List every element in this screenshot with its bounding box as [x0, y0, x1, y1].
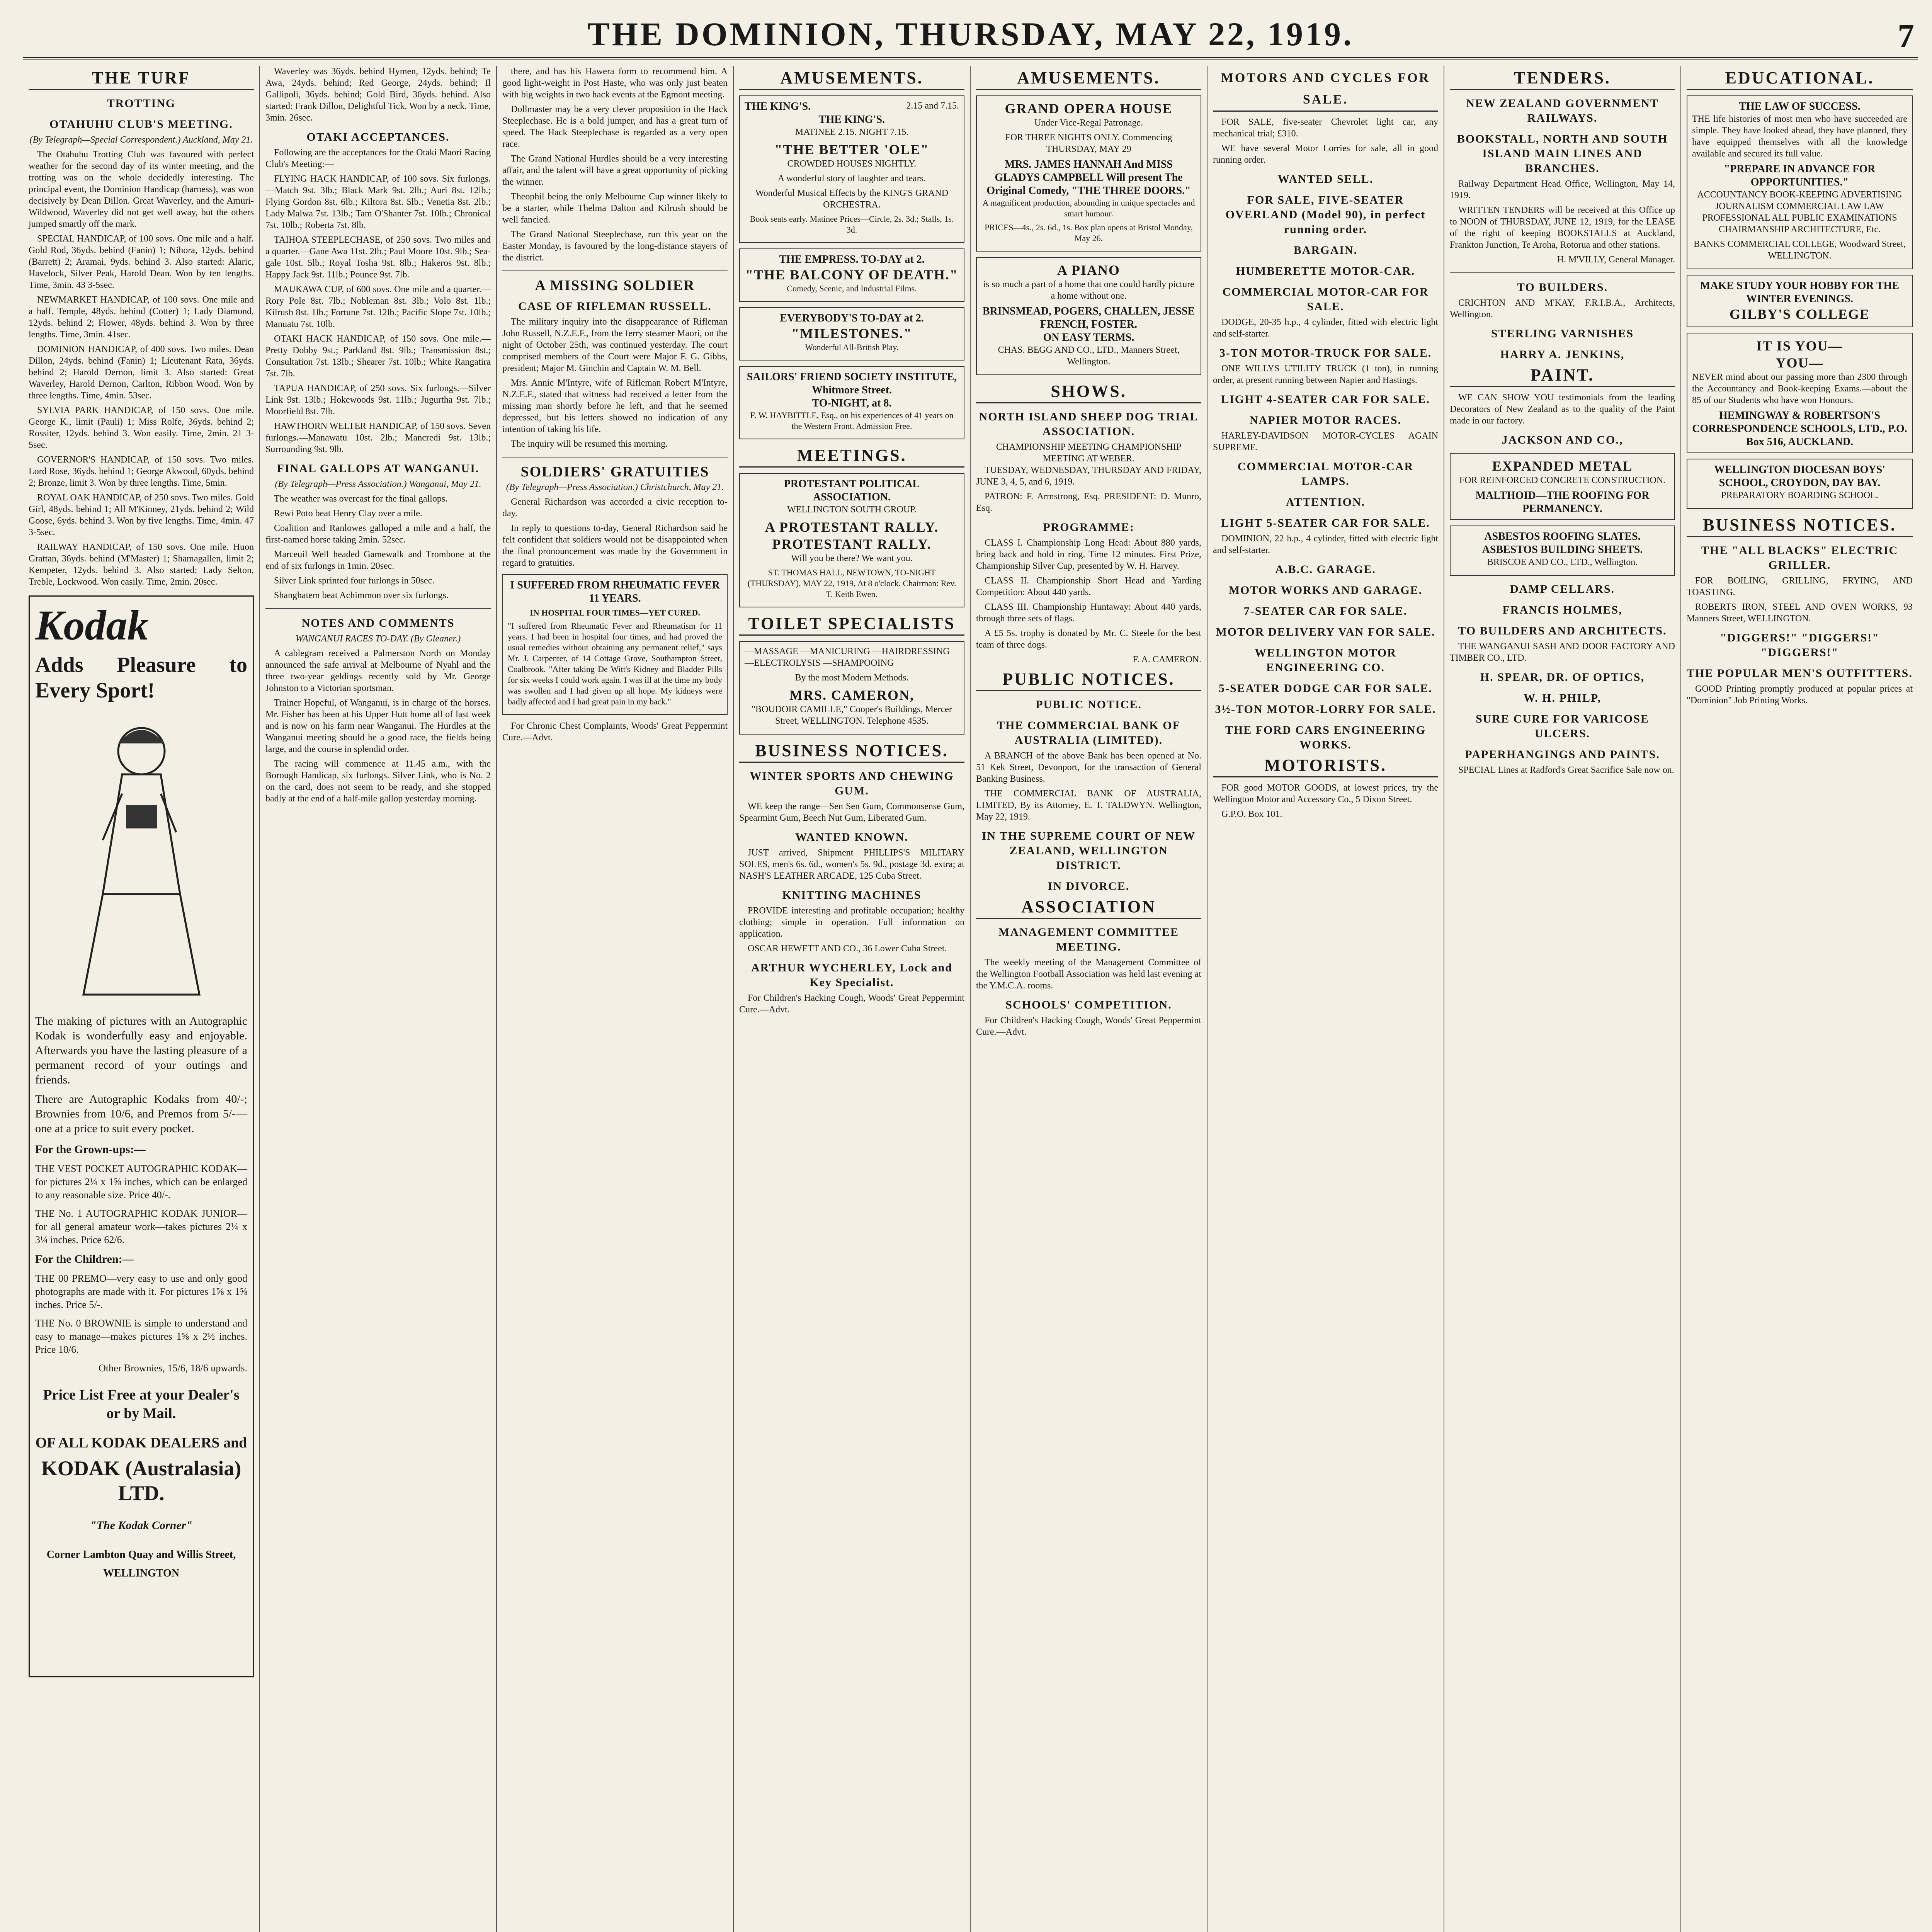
ad-line: NEVER mind about our passing more than 2300 through the Accountancy and Book-keeping Exams.—about the 85 of our Students who have won Honours.: [1692, 372, 1907, 405]
classified-heading: A.B.C. GARAGE.: [1275, 563, 1376, 576]
sailors-friend-ad: [739, 366, 964, 439]
kodak-address: Corner Lambton Quay and Willis Street, WELLINGTON: [46, 1549, 236, 1579]
classified-heading: WANTED SELL.: [1277, 173, 1374, 185]
ad-title: "DIGGERS!" "DIGGERS!" "DIGGERS!": [1720, 631, 1879, 659]
classified-heading: COMMERCIAL MOTOR-CAR FOR SALE.: [1222, 286, 1429, 313]
divider: [265, 608, 491, 609]
paragraph: The military inquiry into the disappearance of Rifleman John Russell, N.Z.E.F., from the ferry steamer Maori, on the night of October 25th, was continued yesterday. The court comprised members of the Court were Major F. G. Gibbs, president; Major M. Ginchin and Captain W. M. Bell.: [502, 317, 728, 373]
paragraph: OTAKI HACK HANDICAP, of 150 sovs. One mile.—Pretty Dobby 9st.; Parkland 8st. 9lb.; Transmission 8st.; Consultation 7st. 13lb.; Shearer 7st. 10lb.; White Rangatira 7st. 7lb.: [265, 334, 491, 379]
ad-line: Comedy, Scenic, and Industrial Films.: [787, 284, 917, 293]
ad-feature: MALTHOID—THE ROOFING FOR PERMANENCY.: [1475, 490, 1650, 515]
paragraph: The inquiry will be resumed this morning.: [511, 439, 668, 449]
ad-feature: HEMINGWAY & ROBERTSON'S CORRESPONDENCE SCHOOLS, LTD., P.O. Box 516, AUCKLAND.: [1692, 410, 1907, 448]
section-toilet: TOILET SPECIALISTS: [739, 613, 964, 636]
classified-heading: MOTOR DELIVERY VAN FOR SALE.: [1216, 626, 1435, 638]
section-meetings: MEETINGS.: [739, 445, 964, 468]
kodak-corner: "The Kodak Corner": [90, 1519, 192, 1532]
classified-heading: THE FORD CARS ENGINEERING WORKS.: [1225, 724, 1426, 751]
classified-heading: NAPIER MOTOR RACES.: [1249, 414, 1402, 427]
piano-ad: [976, 257, 1201, 375]
kodak-item: THE 00 PREMO—very easy to use and only good photographs are made with it. For pictures 1⅝ x 1⅝ inches. Price 5/-.: [35, 1273, 247, 1310]
kodak-price-list: Price List Free at your Dealer's or by Mail.: [43, 1387, 240, 1422]
paragraph: MAUKAWA CUP, of 600 sovs. One mile and a quarter.—Rory Pole 8st. 7lb.; Nobleman 8st. 3lb.; Volo 8st. 1lb.; Kilrush 8st. 1lb.; Fortune 7st. 12lb.; Pacific Slope 7st. 10lb.; Manuatu 7st. 10lb.: [265, 284, 491, 329]
ad-footer: For Chronic Chest Complaints, Woods' Great Peppermint Cure.—Advt.: [502, 721, 728, 743]
tender-heading: W. H. PHILP,: [1524, 692, 1601, 704]
paragraph: there, and has his Hawera form to recommend him. A good light-weight in Post Haste, who was only just beaten with big weights in two hack events at the Egmont meeting.: [502, 66, 728, 100]
paragraph: SYLVIA PARK HANDICAP, of 150 sovs. One mile. George K., limit (Pauli) 1; Miss Rolfe, 36yds. behind 2; Rossiter, 12yds. behind 3. Won easily. Time, 2min. 21 3-5sec.: [29, 405, 254, 450]
heading-championship: CHAMPIONSHIP MEETING CHAMPIONSHIP MEETING AT WEBER.: [996, 442, 1182, 464]
ad-subheading: IN HOSPITAL FOUR TIMES—YET CURED.: [530, 608, 700, 617]
section-turf: THE TURF: [29, 67, 254, 90]
ad-title: IT IS YOU—: [1756, 338, 1843, 354]
paragraph: THE WANGANUI SASH AND DOOR FACTORY AND TIMBER CO., LTD.: [1450, 641, 1675, 663]
classified-heading: ATTENTION.: [1286, 496, 1366, 509]
woman-illustration-icon: [60, 716, 223, 1002]
paragraph: Theophil being the only Melbourne Cup winner likely to be a starter, while Thelma Dalton and Kilrush should be well fancied.: [502, 192, 728, 225]
columns: [23, 66, 1918, 1932]
heading-russell: CASE OF RIFLEMAN RUSSELL.: [518, 300, 712, 313]
paragraph: TUESDAY, WEDNESDAY, THURSDAY AND FRIDAY, JUNE 3, 4, 5, and 6, 1919.: [976, 465, 1201, 487]
ad-line: is so much a part of a home that one could hardly picture a home without one.: [983, 279, 1194, 301]
ad-line: A wonderful story of laughter and tears.: [777, 173, 926, 184]
paragraph: For Children's Hacking Cough, Woods' Great Peppermint Cure.—Advt.: [976, 1015, 1201, 1037]
protestant-rally-ad: [739, 473, 964, 607]
paragraph: Coalition and Ranlowes galloped a mile and a half, the first-named horse taking 2min. 52sec.: [265, 523, 491, 545]
section-motorists: MOTORISTS.: [1213, 755, 1438, 777]
paragraph: TAIHOA STEEPLECHASE, of 250 sovs. Two miles and a quarter.—Gane Awa 11st. 2lb.; Paul Moore 10st. 9lb.; Sea-gale 10st. 5lb.; Royal Tosha 9st. 8lb.; Hakeros 9st. 8lb.; Happy Jack 9st. 11lb.; Pounce 9st. 7lb.: [265, 235, 491, 280]
ad-line: CROWDED HOUSES NIGHTLY.: [787, 159, 917, 169]
tender-heading: JACKSON AND CO.,: [1502, 434, 1623, 446]
paragraph: Marceuil Well headed Gamewalk and Trombone at the end of six furlongs in 1min. 20sec.: [265, 549, 491, 571]
ad-feature: "THE BALCONY OF DEATH.": [745, 267, 958, 282]
ad-title: MAKE STUDY YOUR HOBBY FOR THE WINTER EVENINGS.: [1700, 280, 1900, 305]
paragraph: Mrs. Annie M'Intyre, wife of Rifleman Robert M'Intyre, N.Z.E.F., stated that witness had received a letter from the missing man shortly before he left, and that he seemed depressed, but his letters showed no indication of any intention of taking his life.: [502, 378, 728, 434]
signature: H. M'VILLY, General Manager.: [1557, 255, 1675, 265]
ad-line: Book seats early. Matinee Prices—Circle, 2s. 3d.; Stalls, 1s. 3d.: [750, 214, 954, 235]
diocesan-school-ad: [1687, 459, 1913, 509]
ad-line: ST. THOMAS HALL, NEWTOWN, TO-NIGHT (THURSDAY), MAY 22, 1919, At 8 o'clock. Chairman: Rev. T. Keith Ewen.: [747, 568, 956, 599]
ad-line: A magnificent production, abounding in unique spectacles and smart humour.: [982, 198, 1195, 218]
paragraph: NEWMARKET HANDICAP, of 100 sovs. One mile and a half. Temple, 48yds. behind (Cotter) 1; Lady Diamond, 12yds. behind 2; Flower, 48yds. behind 3. Won by three lengths. Time, 3min. 41sec.: [29, 295, 254, 340]
ad-feature: A PROTESTANT RALLY. PROTESTANT RALLY.: [765, 519, 939, 552]
kodak-grownups: For the Grown-ups:—: [35, 1143, 146, 1156]
opera-house-ad: [976, 95, 1201, 252]
kodak-other: Other Brownies, 15/6, 18/6 upwards.: [99, 1362, 247, 1374]
classified-heading: 7-SEATER CAR FOR SALE.: [1243, 605, 1408, 617]
column-1: [23, 66, 260, 1932]
ad-title: EVERYBODY'S TO-DAY at 2.: [780, 312, 924, 324]
paragraph: The Grand National Hurdles should be a very interesting affair, and the talent will have a great opportunity of picking the winner.: [502, 154, 728, 187]
classified: WE have several Motor Lorries for sale, all in good running order.: [1213, 143, 1438, 165]
paragraph: JUST arrived, Shipment PHILLIPS'S MILITARY SOLES, men's 6s. 6d., women's 5s. 9d., postage 3d. extra; at NASH'S LEATHER ARCADE, 125 Cuba Street.: [739, 848, 964, 881]
paragraph: Following are the acceptances for the Otaki Maori Racing Club's Meeting:—: [265, 148, 491, 169]
heading-programme: PROGRAMME:: [1043, 521, 1134, 534]
heading-otaki: OTAKI ACCEPTANCES.: [306, 131, 450, 143]
paragraph: PATRON: F. Armstrong, Esq. PRESIDENT: D. Munro, Esq.: [976, 492, 1201, 513]
ad-line: By the most Modern Methods.: [795, 673, 909, 683]
tender-heading: H. SPEAR, DR. OF OPTICS,: [1480, 671, 1645, 684]
section-educational: EDUCATIONAL.: [1687, 67, 1913, 90]
kodak-dealers: OF ALL KODAK DEALERS and: [35, 1435, 247, 1451]
ad-line: WELLINGTON SOUTH GROUP.: [787, 505, 917, 515]
tender-heading: SURE CURE FOR VARICOSE ULCERS.: [1476, 713, 1649, 740]
ad-line: CHAS. BEGG AND CO., LTD., Manners Street, Wellington.: [998, 345, 1180, 367]
paragraph: THE COMMERCIAL BANK OF AUSTRALIA, LIMITED, By its Attorney, E. T. TALDWYN. Wellington, May 22, 1919.: [976, 789, 1201, 822]
classified-heading: WELLINGTON MOTOR ENGINEERING CO.: [1255, 646, 1396, 674]
paragraph: Trainer Hopeful, of Wanganui, is in charge of the horses. Mr. Fisher has been at his Upper Hutt home all of last week and is now on his farm near Wanganui. The Hurdles at the Wanganui meeting should be a good race, the fields being large, and the course in splendid order.: [265, 698, 491, 754]
ad-feature: "PREPARE IN ADVANCE FOR OPPORTUNITIES.": [1724, 163, 1876, 188]
paragraph: DOMINION HANDICAP, of 400 sovs. Two miles. Dean Dillon, 24yds. behind (Fanin) 1; Lieutenant Rata, 36yds. behind 2; Harold Dernon, limit 3. Also started: Great Waverley, Harold Dernon, Carlton, Ribbon Wood. Won by three lengths. Time, 4min. 53sec.: [29, 344, 254, 401]
tender-heading: STERLING VARNISHES: [1491, 327, 1634, 340]
paragraph: TAPUA HANDICAP, of 250 sovs. Six furlongs.—Silver Link 9st. 13lb.; Hokewoods 9st. 11lb.; Jugurtha 9st. 7lb.; Moorfield 8st. 7lb.: [265, 383, 491, 417]
ad-line: BANKS COMMERCIAL COLLEGE, Woodward Street, WELLINGTON.: [1694, 239, 1906, 261]
classified: FOR SALE, five-seater Chevrolet light car, any mechanical trial; £310.: [1213, 117, 1438, 139]
tender-heading: HARRY A. JENKINS,: [1500, 348, 1625, 361]
everybodys-ad: [739, 307, 964, 361]
ad-feature: MRS. CAMERON,: [789, 687, 914, 703]
paragraph: General Richardson was accorded a civic reception to-day.: [502, 497, 728, 519]
paragraph: CRICHTON AND M'KAY, F.R.I.B.A., Architects, Wellington.: [1450, 298, 1675, 320]
masthead: [23, 11, 1918, 60]
classified-heading: LIGHT 5-SEATER CAR FOR SALE.: [1221, 517, 1430, 529]
classified-heading: FOR SALE, FIVE-SEATER OVERLAND (Model 90), in perfect running order.: [1225, 194, 1426, 236]
ad-line: "BOUDOIR CAMILLE," Cooper's Buildings, Mercer Street, WELLINGTON. Telephone 4535.: [752, 704, 952, 726]
ad-title: ASBESTOS ROOFING SLATES.: [1484, 531, 1641, 543]
column-8: [1681, 66, 1918, 1932]
paragraph: A cablegram received a Palmerston North on Monday announced the safe arrival at Melbourne of Nyahl and the three two-year geldings recently sold by Mr. George Johnston to a Victorian sportsman.: [265, 648, 491, 693]
paragraph: Railway Department Head Office, Wellington, May 14, 1919.: [1450, 179, 1675, 201]
paragraph: CLASS I. Championship Long Head: About 880 yards, bring back and hold in ring. Time 12 minutes. First Prize, Championship Silver Cup, presented by W. H. Harvey.: [976, 538, 1201, 571]
column-6: [1208, 66, 1444, 1932]
heading-trotting: TROTTING: [107, 97, 176, 110]
ad-feature: BRINSMEAD, POGERS, CHALLEN, JESSE FRENCH, FOSTER.: [982, 305, 1195, 330]
classified: DODGE, 20-35 h.p., 4 cylinder, fitted with electric light and self-starter.: [1213, 317, 1438, 339]
paragraph: The racing will commence at 11.45 a.m., with the Borough Handicap, six furlongs. Silver Link, who is No. 2 on the card, does not seem to be ready, and she stopped badly at the end of a half-mile gallop yesterday morning.: [265, 759, 491, 804]
ad-line: THE life histories of most men who have succeeded are simple. They have looked ahead, they have planned, they have equipped themselves with all the knowledge available and secured its full value.: [1692, 114, 1907, 159]
ad-times: 2.15 and 7.15.: [906, 101, 959, 111]
ad-line: F. W. HAYBITTLE, Esq., on his experiences of 41 years on the Western Front. Admission Free.: [750, 410, 954, 431]
tender-heading: TO BUILDERS.: [1517, 281, 1608, 294]
paragraph: In reply to questions to-day, General Richardson said he felt confident that soldiers would not be disappointed when the final pronouncement was made by the Government in regard to gratuities.: [502, 523, 728, 568]
paragraph: Dollmaster may be a very clever proposition in the Hack Steeplechase. He is a bold jumper, and has a great turn of speed. The Hack Steeplechase is regarded as a very open race.: [502, 104, 728, 149]
section-motors: MOTORS AND CYCLES FOR SALE.: [1213, 67, 1438, 112]
heading-public-notice: PUBLIC NOTICE.: [1036, 698, 1142, 711]
paragraph: A £5 5s. trophy is donated by Mr. C. Steele for the best team of three dogs.: [976, 628, 1201, 650]
paragraph: SPECIAL HANDICAP, of 100 sovs. One mile and a half. Gold Rod, 36yds. behind (Fanin) 1; Nihora, 12yds. behind (Barrett) 2; Aramai, 9yds. behind 3. Also started: Alaric, Havelock, Silver Peak, Harold Dean. Won by ten lengths. Time, 3min. 43 3-5sec.: [29, 234, 254, 290]
paragraph: Rewi Poto beat Henry Clay over a mile.: [274, 509, 422, 519]
ad-title: KNITTING MACHINES: [782, 889, 922, 901]
kodak-body: The making of pictures with an Autographic Kodak is wonderfully easy and enjoyable. Afterwards you have the lasting pleasure of a permanent record of your outings and friends.: [35, 1015, 247, 1086]
heading-schools: SCHOOLS' COMPETITION.: [1005, 998, 1172, 1011]
woman-with-camera-illustration: [35, 713, 247, 1006]
ad-title: A PIANO: [1057, 262, 1120, 278]
ad-title: THE "ALL BLACKS" ELECTRIC GRILLER.: [1701, 544, 1898, 571]
masthead-title: THE DOMINION, THURSDAY, MAY 22, 1919.: [587, 15, 1354, 53]
paragraph: HAWTHORN WELTER HANDICAP, of 150 sovs. Seven furlongs.—Manawatu 10st. 2lb.; Mancredi 9st. 13lb.; Surrounding 9st. 9lb.: [265, 421, 491, 454]
section-amusements: AMUSEMENTS.: [976, 67, 1201, 90]
kodak-logo: Kodak: [35, 602, 149, 649]
ad-line: Wonderful Musical Effects by the KING'S GRAND ORCHESTRA.: [755, 188, 949, 210]
paragraph: The Grand National Steeplechase, run this year on the Easter Monday, is favoured by the long-distance stayers of the district.: [502, 230, 728, 263]
paragraph: ROBERTS IRON, STEEL AND OVEN WORKS, 93 Manners Street, WELLINGTON.: [1687, 602, 1913, 624]
paragraph: The Otahuhu Trotting Club was favoured with perfect weather for the second day of its winter meeting, and the trotting was on the whole decidedly interesting. The principal event, the Dominion Handicap (harness), was won decisively by Dean Dillon. Great Waverley, and the Amuri-Wildwood, Waverley did not get well away, but the others jumped smartly off the mark.: [29, 150, 254, 229]
kodak-tagline: Adds Pleasure to Every Sport!: [35, 653, 247, 702]
classified-heading: 3½-TON MOTOR-LORRY FOR SALE.: [1215, 703, 1436, 716]
kodak-item: THE No. 1 AUTOGRAPHIC KODAK JUNIOR—for all general amateur work—takes pictures 2¼ x 3¼ inches. Price 62/6.: [35, 1208, 247, 1245]
ad-line: FOR THREE NIGHTS ONLY. Commencing THURSDAY, MAY 29: [1005, 133, 1172, 154]
classified-heading: HUMBERETTE MOTOR-CAR.: [1236, 265, 1415, 277]
heading-management: MANAGEMENT COMMITTEE MEETING.: [998, 926, 1179, 953]
kodak-advertisement: [29, 595, 254, 1677]
kings-theatre-ad: [739, 95, 964, 243]
paragraph: The weather was overcast for the final gallops.: [274, 494, 448, 504]
kodak-company: KODAK (Australasia) LTD.: [41, 1457, 242, 1505]
expanded-metal-ad: [1450, 453, 1675, 520]
tender-heading: BOOKSTALL, NORTH AND SOUTH ISLAND MAIN LINES AND BRANCHES.: [1457, 133, 1668, 175]
paragraph: WE keep the range—Sen Sen Gum, Commonsense Gum, Spearmint Gum, Beech Nut Gum, Liberated Gum.: [739, 801, 964, 823]
classified: HARLEY-DAVIDSON MOTOR-CYCLES AGAIN SUPREME.: [1213, 431, 1438, 452]
classified-heading: 3-TON MOTOR-TRUCK FOR SALE.: [1219, 347, 1432, 359]
gilbys-college-ad: [1687, 275, 1913, 327]
signature: F. A. CAMERON.: [1133, 655, 1201, 665]
paragraph: OSCAR HEWETT AND CO., 36 Lower Cuba Street.: [748, 944, 947, 954]
ad-title: PROTESTANT POLITICAL ASSOCIATION.: [784, 478, 920, 503]
paragraph: FOR BOILING, GRILLING, FRYING, AND TOASTING.: [1687, 576, 1913, 597]
section-amusements: AMUSEMENTS.: [739, 67, 964, 90]
ad-line: FOR REINFORCED CONCRETE CONSTRUCTION.: [1459, 475, 1666, 485]
section-public-notices: PUBLIC NOTICES.: [976, 668, 1201, 691]
ad-line: —MASSAGE —MANICURING —HAIRDRESSING —ELECTROLYSIS —SHAMPOOING: [745, 646, 950, 668]
classified-heading: 5-SEATER DODGE CAR FOR SALE.: [1218, 682, 1432, 695]
kodak-children: For the Children:—: [35, 1253, 134, 1265]
ad-line: BRISCOE AND CO., LTD., Wellington.: [1487, 557, 1638, 567]
paragraph: GOOD Printing promptly produced at popular prices at "Dominion" Job Printing Works.: [1687, 684, 1913, 706]
ad-title: ASBESTOS BUILDING SHEETS.: [1482, 544, 1643, 556]
section-business: BUSINESS NOTICES.: [739, 740, 964, 763]
tender-heading: FRANCIS HOLMES,: [1502, 604, 1622, 616]
classified: FOR good MOTOR GOODS, at lowest prices, try the Wellington Motor and Accessory Co., 5 Dixon Street.: [1213, 783, 1438, 804]
rheumatic-advertisement: [502, 574, 728, 715]
ad-title: THE LAW OF SUCCESS.: [1739, 100, 1861, 112]
divider: [1450, 272, 1675, 273]
ad-line: Wonderful All-British Play.: [805, 342, 899, 352]
hemingway-ad: [1687, 333, 1913, 453]
page-number: 7: [1898, 17, 1914, 54]
asbestos-ad: [1450, 526, 1675, 576]
paragraph: PROVIDE interesting and profitable occupation; healthy clothing; simple in operation. Full information on application.: [739, 906, 964, 939]
ad-title: THE POPULAR MEN'S OUTFITTERS.: [1687, 667, 1913, 680]
ad-line: PRICES—4s., 2s. 6d., 1s. Box plan opens at Bristol Monday, May 26.: [985, 223, 1193, 243]
paragraph: WRITTEN TENDERS will be received at this Office up to NOON of THURSDAY, JUNE 12, 1919, for the LEASE of the right of keeping BOOKSTALLS at Auckland, Frankton Junction, Te Aroha, Rotorua and other stations.: [1450, 205, 1675, 250]
classified: ONE WILLYS UTILITY TRUCK (1 ton), in running order, at present running between Napier and Hastings.: [1213, 364, 1438, 385]
ad-feature: GILBY'S COLLEGE: [1729, 306, 1870, 322]
divider: [502, 270, 728, 271]
ad-feature: MRS. JAMES HANNAH And MISS GLADYS CAMPBELL Will present The Original Comedy, "THE THREE DOORS.": [986, 158, 1191, 197]
ad-title: SAILORS' FRIEND SOCIETY INSTITUTE, Whitmore Street.: [747, 371, 957, 396]
paragraph: For Children's Hacking Cough, Woods' Great Peppermint Cure.—Advt.: [739, 993, 964, 1015]
ad-line: MATINEE 2.15. NIGHT 7.15.: [795, 127, 909, 137]
heading-final-gallops: FINAL GALLOPS AT WANGANUI.: [277, 462, 480, 475]
cameron-ad: [739, 641, 964, 735]
byline: (By Telegraph—Special Correspondent.) Auckland, May 21.: [29, 135, 253, 145]
paragraph: GOVERNOR'S HANDICAP, of 150 sovs. Two miles. Lord Rose, 36yds. behind 1; George Akwood, 60yds. behind 2; Bronze, limit 3. Won by three lengths. Time, 5min.: [29, 455, 254, 488]
heading-gratuities: SOLDIERS' GRATUITIES: [520, 464, 709, 480]
tender-heading: DAMP CELLARS.: [1510, 583, 1615, 595]
column-2: [260, 66, 497, 1932]
paragraph: Silver Link sprinted four furlongs in 50sec.: [274, 576, 435, 586]
empress-ad: [739, 248, 964, 302]
section-association: ASSOCIATION: [976, 896, 1201, 919]
ad-line: Under Vice-Regal Patronage.: [1034, 118, 1143, 128]
ad-title: THE EMPRESS. TO-DAY at 2.: [779, 253, 925, 265]
heading-otahuhu: OTAHUHU CLUB'S MEETING.: [49, 118, 233, 131]
classified-heading: MOTOR WORKS AND GARAGE.: [1228, 584, 1423, 597]
section-paint: PAINT.: [1450, 364, 1675, 387]
classified-heading: BARGAIN.: [1293, 244, 1358, 257]
ad-title: GRAND OPERA HOUSE: [1005, 101, 1173, 116]
paragraph: Waverley was 36yds. behind Hymen, 12yds. behind; Te Awa, 24yds. behind; Red George, 24yds. behind; Il Gallipoli, 36yds. behind; Gold Bird, 36yds. behind. Also started: Frank Dillon, Delightful Tick. Won by a neck. Time, 3min. 26sec.: [265, 66, 491, 123]
kodak-body-2: There are Autographic Kodaks from 40/-; Brownies from 10/6, and Premos from 5/-—one at a price to suit every pocket.: [35, 1093, 247, 1135]
byline: (By Telegraph—Press Association.) Wanganui, May 21.: [275, 479, 481, 489]
ad-heading: I SUFFERED FROM RHEUMATIC FEVER 11 YEARS.: [510, 579, 720, 604]
paragraph: ROYAL OAK HANDICAP, of 250 sovs. Two miles. Gold Girl, 48yds. behind 1; All M'Kinney, 21yds. behind 2; Wild Goose, 6yds. behind 3. Won by five lengths. Time, 4min. 47 3-5sec.: [29, 493, 254, 537]
ad-title: WINTER SPORTS AND CHEWING GUM.: [750, 770, 954, 797]
column-7: [1444, 66, 1681, 1932]
banks-college-ad: [1687, 95, 1913, 269]
kodak-item: THE VEST POCKET AUTOGRAPHIC KODAK—for pictures 2¼ x 1⅝ inches, which can be enlarged to any reasonable size. Price 40/-.: [35, 1163, 247, 1201]
byline: (By Telegraph—Press Association.) Christchurch, May 21.: [506, 482, 724, 492]
paragraph: CLASS II. Championship Short Head and Yarding Competition: About 440 yards.: [976, 576, 1201, 597]
ad-line: TO-NIGHT, at 8.: [812, 397, 892, 409]
heading-divorce: IN DIVORCE.: [1048, 880, 1130, 893]
ad-title: THE KING'S.: [745, 100, 811, 112]
ad-body: "I suffered from Rheumatic Fever and Rheumatism for 11 years. I had been in hospital four times, and had proved the usual remedies without obtaining any permanent relief," says Mr. J. Carpenter, of 14 Cottage Grove, Southampton Street, Coalbrook. "After taking De Witt's Kidney and Bladder Pills for six weeks I could work again. I was ill at the time my body was swollen and I had given up all hope. My kidneys were badly affected and I had great pain in my back.": [508, 621, 722, 706]
heading-commercial-bank: THE COMMERCIAL BANK OF AUSTRALIA (LIMITED).: [997, 719, 1180, 747]
heading-missing-soldier: A MISSING SOLDIER: [535, 277, 695, 294]
ad-line: Will you be there? We want you.: [791, 553, 913, 563]
heading-sheep-dog: NORTH ISLAND SHEEP DOG TRIAL ASSOCIATION.: [979, 410, 1199, 438]
classified-heading: LIGHT 4-SEATER CAR FOR SALE.: [1221, 393, 1430, 406]
ad-title: ARTHUR WYCHERLEY, Lock and Key Specialist.: [751, 961, 953, 989]
tender-heading: PAPERHANGINGS AND PAINTS.: [1465, 748, 1660, 761]
kodak-item: THE No. 0 BROWNIE is simple to understand and easy to manage—makes pictures 1⅝ x 2½ inches. Price 10/6.: [35, 1318, 247, 1355]
ad-feature: "THE BETTER 'OLE": [774, 142, 929, 157]
paragraph: Shanghatem beat Achimmon over six furlongs.: [274, 590, 449, 600]
column-4: [734, 66, 971, 1932]
section-tenders: TENDERS.: [1450, 67, 1675, 90]
ad-line: ACCOUNTANCY BOOK-KEEPING ADVERTISING JOURNALISM COMMERCIAL LAW LAW PROFESSIONAL ALL PUBLIC EXAMINATIONS CHAIRMANSHIP ARCHITECTURE, Etc.: [1697, 190, 1902, 235]
paragraph: CLASS III. Championship Huntaway: About 440 yards, through three sets of flags.: [976, 602, 1201, 624]
ad-line: PREPARATORY BOARDING SCHOOL.: [1721, 490, 1878, 500]
paragraph: The weekly meeting of the Management Committee of the Wellington Football Association was held last evening at the Y.M.C.A. rooms.: [976, 957, 1201, 991]
heading-supreme-court: IN THE SUPREME COURT OF NEW ZEALAND, WELLINGTON DISTRICT.: [981, 830, 1196, 872]
section-shows: SHOWS.: [976, 381, 1201, 403]
column-3: [497, 66, 734, 1932]
paragraph: FLYING HACK HANDICAP, of 100 sovs. Six furlongs.—Match 9st. 3lb.; Black Mark 9st. 2lb.; Auri 8st. 12lb.; Flying Gordon 8st. 6lb.; Kiltora 8st. 5lb.; Venetia 8st. 2lb.; Lady Malwa 7st. 13lb.; Tam O'Shanter 7st. 10lb.; Chronical 7st. 10lb.; Roberta 7st. 8lb.: [265, 174, 491, 230]
ad-title: THE KING'S.: [818, 114, 885, 126]
paragraph: SPECIAL Lines at Radford's Great Sacrifice Sale now on.: [1458, 765, 1674, 775]
classified-heading: COMMERCIAL MOTOR-CAR LAMPS.: [1237, 460, 1414, 488]
classified: G.P.O. Box 101.: [1221, 809, 1282, 819]
ad-feature: "MILESTONES.": [791, 326, 912, 341]
column-5: [971, 66, 1208, 1932]
section-business: BUSINESS NOTICES.: [1687, 514, 1913, 537]
ad-feature: ON EASY TERMS.: [1043, 332, 1134, 344]
tender-heading: TO BUILDERS AND ARCHITECTS.: [1458, 624, 1667, 637]
classified: DOMINION, 22 h.p., 4 cylinder, fitted with electric light and self-starter.: [1213, 534, 1438, 555]
subheading: WANGANUI RACES TO-DAY. (By Gleaner.): [295, 634, 461, 644]
ad-title: YOU—: [1776, 355, 1824, 371]
paragraph: WE CAN SHOW YOU testimonials from the leading Decorators of New Zealand as to the quality of the Paint made in our factory.: [1450, 393, 1675, 426]
ad-title: WELLINGTON DIOCESAN BOYS' SCHOOL, CROYDON, DAY BAY.: [1714, 464, 1885, 489]
heading-notes: NOTES AND COMMENTS: [301, 617, 455, 629]
paragraph: A BRANCH of the above Bank has been opened at No. 51 Kek Street, Devonport, for the transaction of General Banking Business.: [976, 751, 1201, 784]
paragraph: RAILWAY HANDICAP, of 150 sovs. One mile. Huon Grattan, 36yds. behind (M'Master) 1; Shamagallen, limit 2; Kempeter, 12yds. behind 3. Also started: Lady Selton, Treble, Lockwood. Won easily. Time, 2min. 20sec.: [29, 542, 254, 587]
ad-title: EXPANDED METAL: [1492, 458, 1633, 474]
tender-heading: NEW ZEALAND GOVERNMENT RAILWAYS.: [1466, 97, 1659, 124]
ad-title: WANTED KNOWN.: [795, 831, 908, 844]
